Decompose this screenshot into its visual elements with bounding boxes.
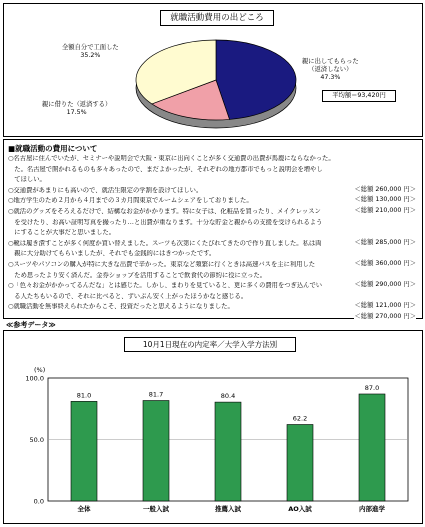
bar-2: [143, 401, 169, 501]
cost-total-amount: ＜総額 130,000 円＞: [354, 196, 416, 204]
pie-label-parents-loan-text: 親に借りた（返済する）: [42, 101, 112, 108]
cost-total-amount: ＜総額 270,000 円＞: [354, 313, 416, 320]
cost-comments-heading: ■就職活動の費用について: [8, 144, 98, 153]
cost-comment-line: 親に大分助けてもらいましたが、それでも金銭的にはきつかったです。: [8, 250, 216, 258]
bar-y-tick-label: 0.0: [33, 497, 44, 506]
cost-comment-line: ○交通費があまりにも高いので、就活生限定の学割を設けてほしい。: [8, 186, 203, 194]
bar-category-label: 推薦入試: [215, 505, 241, 513]
cost-comment-line: ○就職活動を無事終えられたからこそ、投資だったと思えるようになりました。: [8, 303, 234, 311]
cost-comment-line: ○名古屋に住んでいたが、セミナーや説明会で大阪・東京に出向くことが多く交通費の出費が馬鹿にならなかった。: [8, 155, 335, 162]
cost-comment-line: てほしい。: [8, 176, 46, 184]
bar-4: [287, 424, 313, 501]
pie-label-self-text: 全額自分で工面した: [62, 44, 119, 51]
cost-comments-panel: [3, 139, 423, 319]
bar-value-label: 62.2: [292, 414, 308, 423]
cost-comment-line: ため思ったより安く済んだ。金券ショップを活用することで飲食代の節約に役に立った。: [8, 271, 267, 279]
bar-y-tick-label: 100.0: [25, 374, 44, 383]
cost-comment-line: ○地方学生のため２月から４月までの３カ月間東京でルームシェアをしておりました。: [8, 197, 253, 205]
cost-comment-line: ○「色々お金がかかってるんだな」とは感じた。しかし、まわりを見ていると、更に多くの費用をつぎ込んでい: [8, 282, 323, 290]
bar-value-label: 81.7: [148, 390, 164, 399]
pie-label-parents-gift: [302, 58, 359, 82]
bar-value-label: 87.0: [364, 383, 380, 392]
pie-chart-panel: [3, 3, 423, 137]
bar-value-label: 81.0: [76, 391, 92, 400]
cost-total-amount: ＜総額 285,000 円＞: [354, 238, 416, 246]
cost-comment-line: ○就活のグッズをそろえるだけで、結構なお金がかかります。特に女子は、化粧品を買ったり、メイクレッスン: [8, 208, 321, 215]
pie-label-self-pct: 35.2%: [80, 52, 101, 59]
cost-total-amount: ＜総額 121,000 円＞: [354, 302, 416, 310]
pie-label-self: [62, 44, 119, 60]
bar-category-label: 内部進学: [359, 505, 385, 513]
cost-comment-line: を受けたり、お高い証明写真を撮ったり…と出費が重なります。十分な貯金と親からの支援を受けられるよう: [8, 218, 323, 226]
cost-comment-line: る人たちもいるので、それに比べると、ずいぶん安く上がったほうかなと感じる。: [8, 292, 248, 300]
pie-label-parents-gift-pct: 47.3%: [320, 74, 341, 81]
cost-total-amount: ＜総額 360,000 円＞: [354, 260, 416, 267]
bar-chart: [4, 331, 422, 523]
cost-total-amount: ＜総額 210,000 円＞: [354, 207, 416, 214]
bar-1: [71, 401, 97, 501]
pie-label-parents-loan: [42, 101, 111, 117]
bar-category-label: AO入試: [288, 505, 312, 513]
pie-chart-title: 就職活動費用の出どころ: [160, 10, 274, 26]
bar-chart-title: 10月1日現在の内定率／大学入学方法別: [124, 337, 296, 352]
cost-comment-line: ○スーツやパソコンの購入が特に大きな出費で辛かった。東京など頻繁に行くときは高速バスを主に利用した: [8, 261, 316, 268]
bar-5: [359, 394, 385, 501]
bar-y-tick-label: 50.0: [29, 436, 44, 444]
cost-total-amount: ＜総額 290,000 円＞: [354, 281, 416, 289]
bar-chart-panel: [3, 330, 423, 524]
cost-total-amount: ＜総額 260,000 円＞: [354, 185, 416, 193]
bar-category-label: 一般入試: [143, 505, 169, 513]
pie-label-parents-gift-text: 親に出してもらった （返済しない）: [302, 58, 359, 73]
pie-label-parents-loan-pct: 17.5%: [66, 109, 87, 116]
bar-y-axis-label: (%): [34, 366, 46, 374]
cost-comment-line: た。名古屋で開かれるものも多々あったので、まだよかったが、それぞれの地方都市でもっと説明会を増やし: [8, 165, 323, 173]
bar-value-label: 80.4: [220, 392, 236, 401]
bar-category-label: 全体: [77, 505, 91, 513]
bar-3: [215, 402, 241, 501]
cost-comment-line: にすることが大事だと思いました。: [8, 229, 116, 237]
reference-data-label: ≪参考データ≫: [6, 321, 56, 329]
average-amount-box: 平均額＝93,420円: [322, 90, 396, 102]
cost-comment-line: ○靴は履き潰すことが多く何度か買い替えました。スーツも次第にくたびれてきたので作り直しました。私は両: [8, 239, 322, 247]
